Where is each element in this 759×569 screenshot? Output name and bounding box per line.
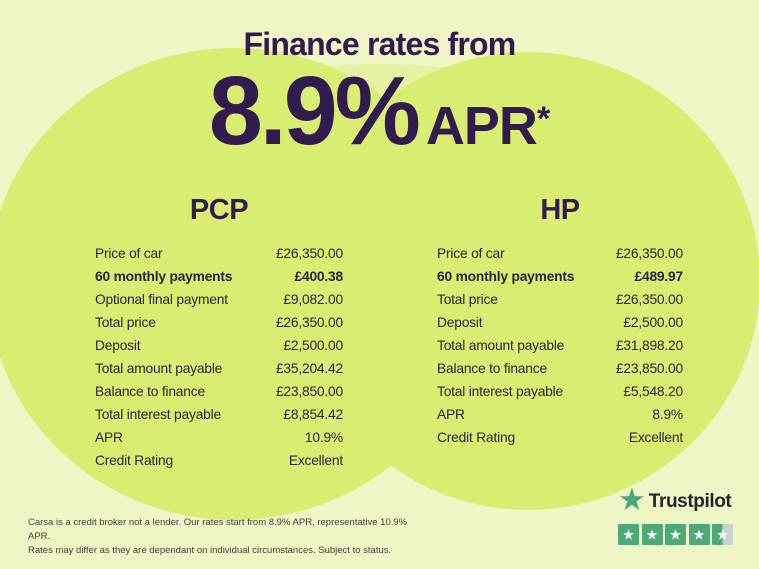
table-row bbox=[437, 288, 683, 311]
table-row bbox=[95, 311, 343, 334]
table-row bbox=[95, 288, 343, 311]
hp-table-rows bbox=[437, 242, 683, 449]
row-value: £2,500.00 bbox=[283, 338, 343, 353]
pcp-table-title: PCP bbox=[189, 194, 249, 226]
row-value: £2,500.00 bbox=[623, 315, 683, 330]
row-label: Price of car bbox=[95, 246, 163, 261]
table-row bbox=[437, 334, 683, 357]
trustpilot-badge[interactable] bbox=[618, 482, 740, 545]
table-row bbox=[437, 242, 683, 265]
row-value: £5,548.20 bbox=[623, 384, 683, 399]
table-row bbox=[437, 265, 683, 288]
row-value: Excellent bbox=[628, 430, 683, 445]
row-label: Optional final payment bbox=[95, 292, 228, 307]
row-label: Deposit bbox=[437, 315, 483, 330]
table-row bbox=[437, 403, 683, 426]
row-label: Balance to finance bbox=[95, 384, 205, 399]
row-value: Excellent bbox=[288, 453, 343, 468]
table-row bbox=[95, 403, 343, 426]
row-value: £489.97 bbox=[634, 269, 683, 284]
row-value: 10.9% bbox=[304, 430, 343, 445]
disclaimer-text bbox=[28, 516, 418, 558]
row-label: APR bbox=[437, 407, 465, 422]
row-value: £23,850.00 bbox=[615, 361, 683, 376]
row-value: £9,082.00 bbox=[283, 292, 343, 307]
table-row bbox=[437, 426, 683, 449]
table-row bbox=[95, 380, 343, 403]
row-label: Total interest payable bbox=[95, 407, 221, 422]
pcp-table bbox=[95, 196, 343, 472]
disclaimer-line-1: Carsa is a credit broker not a lender. Our rates start from 8.9% APR, representative 10.9% APR. bbox=[28, 517, 408, 542]
table-row bbox=[437, 311, 683, 334]
disclaimer-line-2: Rates may differ as they are dependant on individual circumstances. Subject to status. bbox=[28, 545, 392, 556]
table-row bbox=[95, 449, 343, 472]
row-value: £8,854.42 bbox=[283, 407, 343, 422]
row-label: Credit Rating bbox=[437, 430, 515, 445]
row-value: £400.38 bbox=[294, 269, 343, 284]
row-label: APR bbox=[95, 430, 123, 445]
row-value: 8.9% bbox=[652, 407, 683, 422]
row-value: £26,350.00 bbox=[615, 292, 683, 307]
rating-star-icon: ★ bbox=[712, 524, 733, 545]
rate-footnote-marker: * bbox=[536, 100, 551, 138]
trustpilot-rating-stars bbox=[618, 524, 740, 545]
row-value: £31,898.20 bbox=[615, 338, 683, 353]
row-label: Total interest payable bbox=[437, 384, 563, 399]
rating-star-icon: ★ bbox=[689, 524, 710, 545]
table-row bbox=[95, 357, 343, 380]
hp-table bbox=[437, 196, 683, 449]
rate-suffix: APR bbox=[425, 96, 537, 156]
row-label: Total price bbox=[95, 315, 156, 330]
table-row bbox=[95, 265, 343, 288]
row-label: 60 monthly payments bbox=[95, 269, 233, 284]
row-value: £26,350.00 bbox=[275, 315, 343, 330]
row-label: Deposit bbox=[95, 338, 141, 353]
table-row bbox=[95, 334, 343, 357]
rating-star-icon: ★ bbox=[618, 524, 639, 545]
rating-star-icon: ★ bbox=[665, 524, 686, 545]
rate-value: 8.9% bbox=[208, 56, 418, 165]
table-row bbox=[437, 380, 683, 403]
row-label: Price of car bbox=[437, 246, 505, 261]
page-title: Finance rates from bbox=[243, 26, 516, 62]
trustpilot-wordmark: Trustpilot bbox=[648, 490, 732, 512]
row-value: £35,204.42 bbox=[275, 361, 343, 376]
table-row bbox=[95, 426, 343, 449]
row-label: Total price bbox=[437, 292, 498, 307]
trustpilot-logo bbox=[618, 482, 740, 517]
pcp-table-rows bbox=[95, 242, 343, 472]
hp-table-title: HP bbox=[540, 194, 580, 226]
row-value: £26,350.00 bbox=[615, 246, 683, 261]
row-value: £23,850.00 bbox=[275, 384, 343, 399]
row-label: Credit Rating bbox=[95, 453, 173, 468]
table-row bbox=[95, 242, 343, 265]
row-label: 60 monthly payments bbox=[437, 269, 575, 284]
row-label: Total amount payable bbox=[95, 361, 223, 376]
trustpilot-star-icon: ★ bbox=[618, 482, 646, 517]
rating-star-icon: ★ bbox=[642, 524, 663, 545]
row-value: £26,350.00 bbox=[275, 246, 343, 261]
headline-rate bbox=[0, 56, 759, 165]
row-label: Balance to finance bbox=[437, 361, 547, 376]
table-row bbox=[437, 357, 683, 380]
row-label: Total amount payable bbox=[437, 338, 565, 353]
